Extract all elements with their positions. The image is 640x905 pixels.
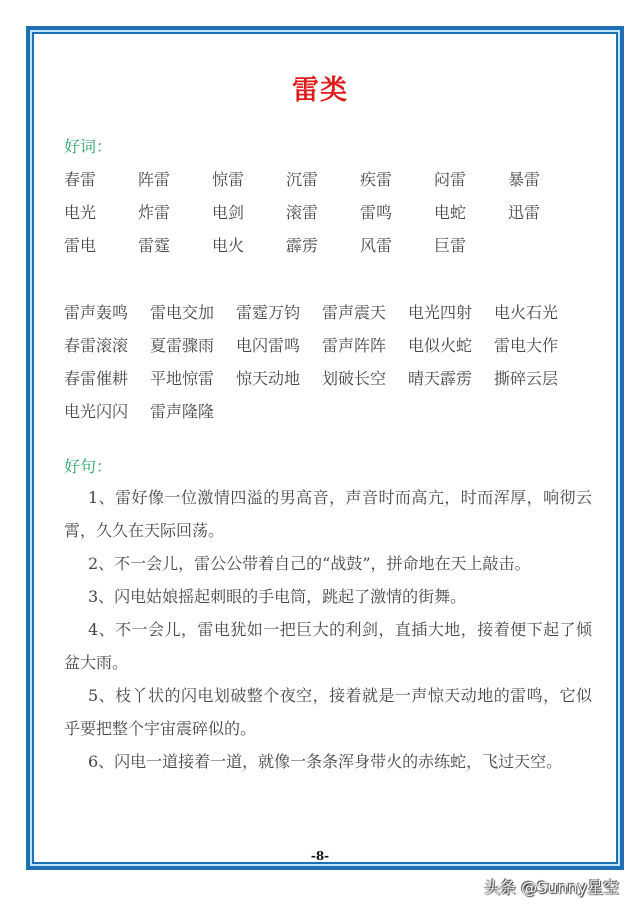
phrase: 雷声震天: [322, 303, 387, 322]
phrase: 划破长空: [322, 369, 387, 388]
sentence-item: 2、不一会儿，雷公公带着自己的“战鼓”，拼命地在天上敲击。: [88, 554, 531, 573]
sentence-item: 4、不一会儿，雷电犹如一把巨大的利剑，直插大地，接着便下起了倾盆大雨。: [64, 620, 592, 672]
phrase: 雷霆万钧: [236, 303, 301, 322]
word: 沉雷: [286, 170, 319, 189]
word: 阵雷: [138, 170, 171, 189]
phrase: 春雷催耕: [64, 369, 129, 388]
sentence-item: 1、雷好像一位激情四溢的男高音，声音时而高亢，时而浑厚，响彻云霄，久久在天际回荡。: [64, 488, 592, 540]
sentence-item: 5、枝丫状的闪电划破整个夜空，接着就是一声惊天动地的雷鸣，它似乎要把整个宇宙震碎似的。: [64, 686, 592, 738]
word: 疾雷: [360, 170, 393, 189]
phrases-grid: [64, 296, 580, 428]
word-row: [64, 163, 582, 196]
phrase: 夏雷骤雨: [150, 336, 215, 355]
phrase: 春雷滚滚: [64, 336, 129, 355]
word: 电蛇: [434, 203, 467, 222]
phrase: 电闪雷鸣: [236, 336, 301, 355]
phrase: 电火石光: [494, 303, 559, 322]
phrase: 晴天霹雳: [408, 369, 473, 388]
phrase: 平地惊雷: [150, 369, 215, 388]
word: 雷霆: [138, 236, 171, 255]
word: 巨雷: [434, 236, 467, 255]
phrase: 电光闪闪: [64, 402, 129, 421]
word: 电剑: [212, 203, 245, 222]
phrase-row: [64, 329, 580, 362]
word: 炸雷: [138, 203, 171, 222]
phrase: 雷声阵阵: [322, 336, 387, 355]
word: 春雷: [64, 170, 97, 189]
phrase: 雷声轰鸣: [64, 303, 129, 322]
word-row: [64, 196, 582, 229]
word: 霹雳: [286, 236, 319, 255]
phrase-row: [64, 395, 580, 428]
good-sentences-heading: 好句：: [64, 457, 113, 476]
watermark: 头条 @Sunny星空: [484, 878, 620, 897]
word: 惊雷: [212, 170, 245, 189]
word: 暴雷: [508, 170, 541, 189]
phrase: 惊天动地: [236, 369, 301, 388]
page-title: 雷类: [292, 75, 348, 106]
word: 电光: [64, 203, 97, 222]
word: 雷鸣: [360, 203, 393, 222]
good-sentences-list: [64, 481, 592, 778]
phrase: 电光四射: [408, 303, 473, 322]
phrase: 雷电大作: [494, 336, 559, 355]
phrase: 电似火蛇: [408, 336, 473, 355]
phrase-row: [64, 296, 580, 329]
word: 电火: [212, 236, 245, 255]
word: 雷电: [64, 236, 97, 255]
word: 迅雷: [508, 203, 541, 222]
phrase: 雷声隆隆: [150, 402, 215, 421]
phrase-row: [64, 362, 580, 395]
phrase: 撕碎云层: [494, 369, 559, 388]
sentence-item: 3、闪电姑娘摇起刺眼的手电筒，跳起了激情的街舞。: [88, 587, 467, 606]
word: 滚雷: [286, 203, 319, 222]
sentence-item: 6、闪电一道接着一道，就像一条条浑身带火的赤练蛇，飞过天空。: [88, 752, 563, 771]
word: 闷雷: [434, 170, 467, 189]
word: 风雷: [360, 236, 393, 255]
good-words-heading: 好词：: [64, 137, 113, 156]
good-words-grid: [64, 163, 582, 262]
word-row: [64, 229, 582, 262]
phrase: 雷电交加: [150, 303, 215, 322]
page-number: -8-: [310, 849, 330, 863]
